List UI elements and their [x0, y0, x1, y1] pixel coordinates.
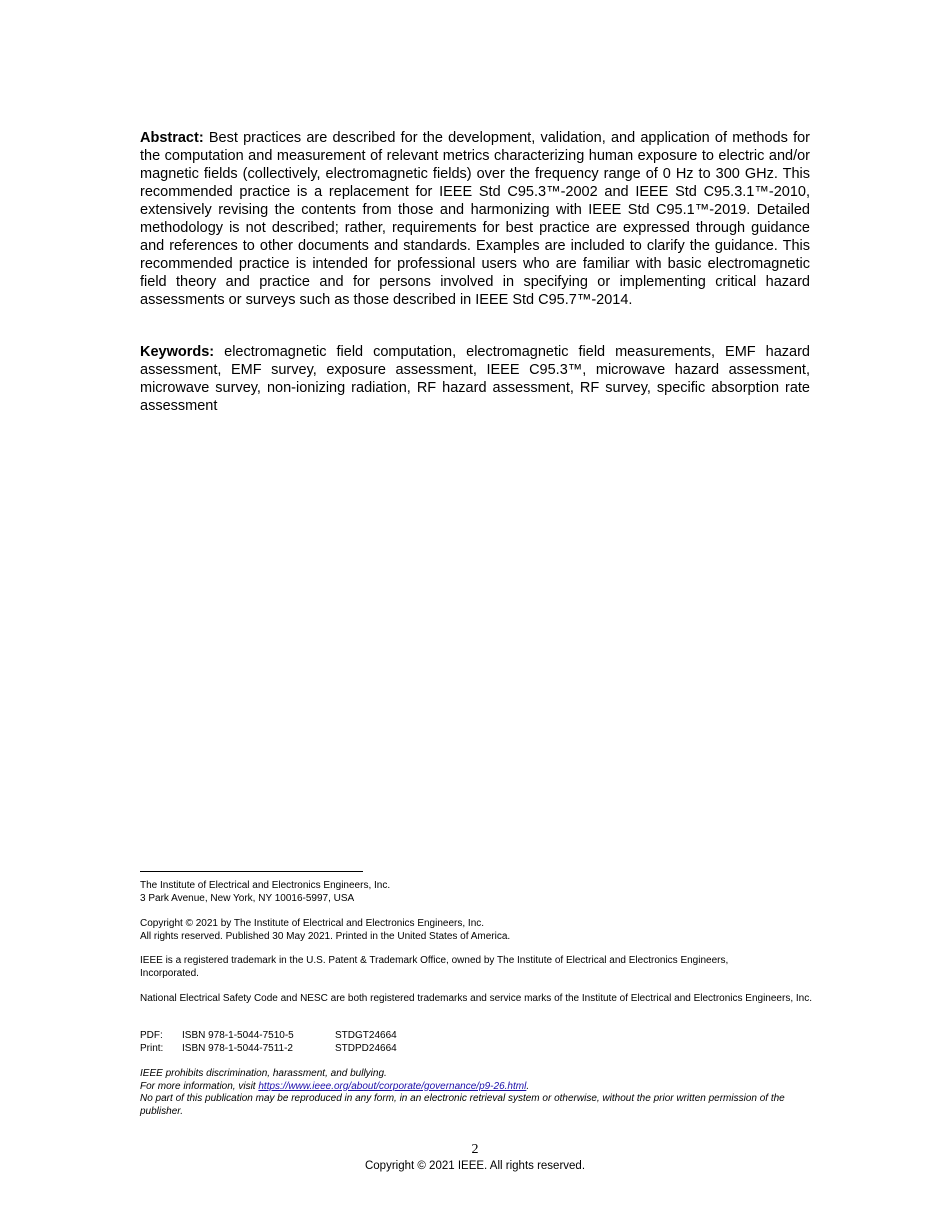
more-info-prefix: For more information, visit [140, 1080, 259, 1092]
rights-line: All rights reserved. Published 30 May 2021. Printed in the United States of America. [140, 930, 511, 942]
policy-notice [140, 1068, 812, 1118]
isbn-row-print [140, 1043, 812, 1056]
isbn-format-label: Print: [140, 1042, 164, 1054]
publisher-name: The Institute of Electrical and Electronics Engineers, Inc. [140, 880, 391, 891]
keywords-text: electromagnetic field computation, electromagnetic field measurements, EMF hazard assessment, EMF survey, exposure assessment, IEEE C95.3™, microwave hazard assessment, microwave survey, non-ionizing radiation, RF hazard assessment, RF survey, specific absorption rate assessment [140, 344, 810, 414]
isbn-format-label: PDF: [140, 1030, 163, 1041]
keywords-paragraph [140, 343, 810, 415]
isbn-number: ISBN 978-1-5044-7510-5 [182, 1030, 294, 1041]
footer-copyright: Copyright © 2021 IEEE. All rights reserved. [364, 1160, 586, 1172]
footnote-divider [140, 871, 363, 872]
policy-link[interactable]: https://www.ieee.org/about/corporate/governance/p9-26.html [258, 1080, 527, 1092]
isbn-block [140, 1030, 812, 1055]
copyright-block [140, 918, 812, 943]
abstract-text: Best practices are described for the development, validation, and application of methods for the computation and measurement of relevant metrics characterizing human exposure to electric and/or magnetic fields (collectively, electromagnetic fields) over the frequency range of 0 Hz to 300 GHz. This recommended practice is a replacement for IEEE Std C95.3™-2002 and IEEE Std C95.3.1™-2010, extensively revising the contents from those and harmonizing with IEEE Std C95.1™-2019. Detailed methodology is not described; rather, requirements for best practice are expressed through guidance and references to other documents and standards. Examples are included to clarify the guidance. This recommended practice is intended for professional users who are familiar with basic electromagnetic field theory and practice and for persons involved in specifying or implementing critical hazard assessments or surveys such as those described in IEEE Std C95.7™-2014. [140, 130, 810, 308]
page-number: 2 [471, 1142, 479, 1157]
nesc-trademark-note: National Electrical Safety Code and NESC are both registered trademarks and service marks of the Institute of Electrical and Electronics Engineers, Inc. [140, 993, 812, 1004]
isbn-number: ISBN 978-1-5044-7511-2 [182, 1042, 293, 1054]
publisher-address: 3 Park Avenue, New York, NY 10016-5997, USA [140, 892, 355, 904]
publisher-block [140, 880, 812, 905]
abstract-label: Abstract: [140, 130, 204, 146]
discrimination-policy: IEEE prohibits discrimination, harassment, and bullying. [140, 1068, 387, 1079]
ieee-trademark-note: IEEE is a registered trademark in the U.S. Patent & Trademark Office, owned by The Institute of Electrical and Electronics Engineers, Incorporated. [140, 955, 729, 979]
more-info-suffix: . [526, 1080, 530, 1092]
isbn-row-pdf [140, 1030, 812, 1043]
stock-code: STDPD24664 [335, 1042, 397, 1054]
keywords-label: Keywords: [140, 344, 215, 360]
copyright-line: Copyright © 2021 by The Institute of Electrical and Electronics Engineers, Inc. [140, 918, 485, 929]
reproduction-notice: No part of this publication may be reproduced in any form, in an electronic retrieval system or otherwise, without the prior written permission of the publisher. [140, 1093, 785, 1117]
abstract-paragraph [140, 129, 810, 309]
stock-code: STDGT24664 [335, 1030, 397, 1041]
more-info-line [140, 1081, 812, 1094]
